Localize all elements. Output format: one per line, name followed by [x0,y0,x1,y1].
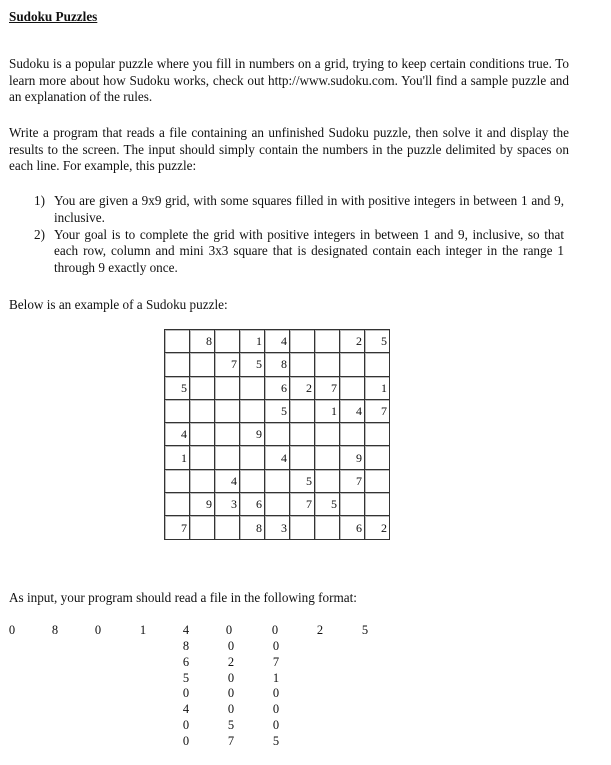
file-value: 0 [182,718,190,732]
file-value: 8 [51,623,59,637]
grid-cell: 1 [165,446,190,469]
grid-cell: 4 [265,446,290,469]
grid-cell: 8 [265,353,290,376]
grid-cell: 7 [215,353,240,376]
grid-cell: 3 [265,516,290,539]
grid-cell [265,469,290,492]
file-value: 0 [272,718,280,732]
grid-cell [215,516,240,539]
grid-cell [165,493,190,516]
grid-cell [365,493,390,516]
grid-cell [165,469,190,492]
grid-cell [165,353,190,376]
grid-cell [215,423,240,446]
file-value: 0 [271,623,279,637]
grid-row [165,376,390,399]
example-caption: Below is an example of a Sudoku puzzle: [9,297,228,312]
grid-cell [315,516,340,539]
grid-cell [215,330,240,353]
grid-cell [290,423,315,446]
grid-cell [240,376,265,399]
grid-cell [190,446,215,469]
file-value: 1 [139,623,147,637]
grid-cell: 2 [340,330,365,353]
grid-cell: 5 [265,399,290,422]
file-value: 0 [272,686,280,701]
grid-cell: 4 [340,399,365,422]
file-value: 0 [227,702,235,717]
intro-paragraph: Sudoku is a popular puzzle where you fill in numbers on a grid, trying to keep certain conditions true. To learn more about how Sudoku works, check out http://www.sudoku.com. You'll find a sample puzzle and an explanation of the rules. [9,56,569,104]
grid-cell [240,469,265,492]
grid-cell [215,446,240,469]
grid-cell: 2 [365,516,390,539]
grid-row [165,446,390,469]
grid-row [165,423,390,446]
grid-cell: 7 [315,376,340,399]
grid-cell: 8 [240,516,265,539]
rules-list [34,193,564,277]
grid-cell [190,516,215,539]
grid-cell [365,353,390,376]
grid-cell [315,330,340,353]
file-value: 4 [182,623,190,637]
grid-cell: 9 [240,423,265,446]
file-value: 5 [361,623,369,637]
rule-number: 2) [34,226,45,242]
grid-cell: 5 [290,469,315,492]
input-format-caption: As input, your program should read a file in the following format: [9,590,357,605]
file-value: 7 [272,654,280,669]
grid-cell [365,469,390,492]
grid-cell: 8 [190,330,215,353]
file-value: 5 [272,733,280,748]
grid-cell [340,423,365,446]
grid-cell [340,493,365,516]
file-value: 0 [227,639,235,653]
grid-cell: 4 [165,423,190,446]
file-value: 0 [8,623,16,637]
grid-cell: 4 [215,469,240,492]
file-value: 0 [182,686,190,701]
grid-cell [190,353,215,376]
grid-cell [315,469,340,492]
file-value: 8 [182,639,190,653]
grid-cell [315,423,340,446]
file-value: 2 [227,654,235,669]
rule-item [34,193,564,226]
grid-cell: 1 [365,376,390,399]
file-value: 0 [272,702,280,717]
rule-item [34,227,564,277]
grid-cell [190,423,215,446]
grid-cell [165,330,190,353]
grid-cell: 6 [265,376,290,399]
rule-text: You are given a 9x9 grid, with some squares filled in with positive integers in between 1 and 9, inclusive. [54,193,564,225]
grid-cell [315,446,340,469]
grid-cell: 6 [240,493,265,516]
grid-cell: 5 [240,353,265,376]
grid-row [165,469,390,492]
file-value: 0 [182,733,190,748]
grid-cell: 9 [340,446,365,469]
grid-cell [290,330,315,353]
instructions-paragraph: Write a program that reads a file containing an unfinished Sudoku puzzle, then solve it and display the results to the screen. The input should simply contain the numbers in the puzzle delimited by spaces on each line. For example, this puzzle: [9,125,569,173]
file-value: 5 [182,670,190,685]
grid-cell: 7 [165,516,190,539]
file-value: 6 [182,654,190,669]
grid-cell [290,353,315,376]
grid-cell [315,353,340,376]
grid-cell [190,376,215,399]
grid-cell [265,493,290,516]
grid-cell [290,516,315,539]
grid-row [165,516,390,539]
file-value: 1 [272,670,280,685]
grid-cell [240,399,265,422]
grid-cell [190,399,215,422]
rule-number: 1) [34,193,45,208]
grid-row [165,353,390,376]
grid-cell [190,469,215,492]
grid-cell [215,376,240,399]
grid-cell [365,423,390,446]
grid-row [165,330,390,353]
file-value: 0 [94,623,102,637]
grid-cell [265,423,290,446]
grid-cell: 3 [215,493,240,516]
grid-row [165,493,390,516]
grid-cell: 2 [290,376,315,399]
sudoku-grid [164,329,390,540]
grid-cell: 5 [315,493,340,516]
grid-row [165,399,390,422]
file-value: 5 [227,718,235,732]
file-value: 4 [182,702,190,717]
file-format-example [0,623,611,763]
file-value: 0 [272,639,280,653]
file-value: 0 [227,670,235,685]
file-value: 2 [316,623,324,637]
grid-cell [215,399,240,422]
grid-cell [340,353,365,376]
grid-cell: 7 [365,399,390,422]
grid-cell: 5 [165,376,190,399]
grid-cell: 4 [265,330,290,353]
grid-cell [290,446,315,469]
grid-cell: 1 [315,399,340,422]
grid-cell [365,446,390,469]
file-value: 0 [225,623,233,637]
file-value: 7 [227,733,235,748]
grid-cell: 7 [290,493,315,516]
grid-cell [165,399,190,422]
page-title: Sudoku Puzzles [9,9,98,24]
grid-cell: 7 [340,469,365,492]
grid-cell: 6 [340,516,365,539]
grid-cell [340,376,365,399]
grid-cell [290,399,315,422]
grid-cell [240,446,265,469]
grid-cell: 1 [240,330,265,353]
grid-cell: 9 [190,493,215,516]
grid-cell: 5 [365,330,390,353]
rule-text: Your goal is to complete the grid with positive integers in between 1 and 9, inclusive, so that each row, column and mini 3x3 square that is designated contain each integer in the range 1 through 9 exactly once. [54,226,564,275]
file-value: 0 [227,686,235,701]
